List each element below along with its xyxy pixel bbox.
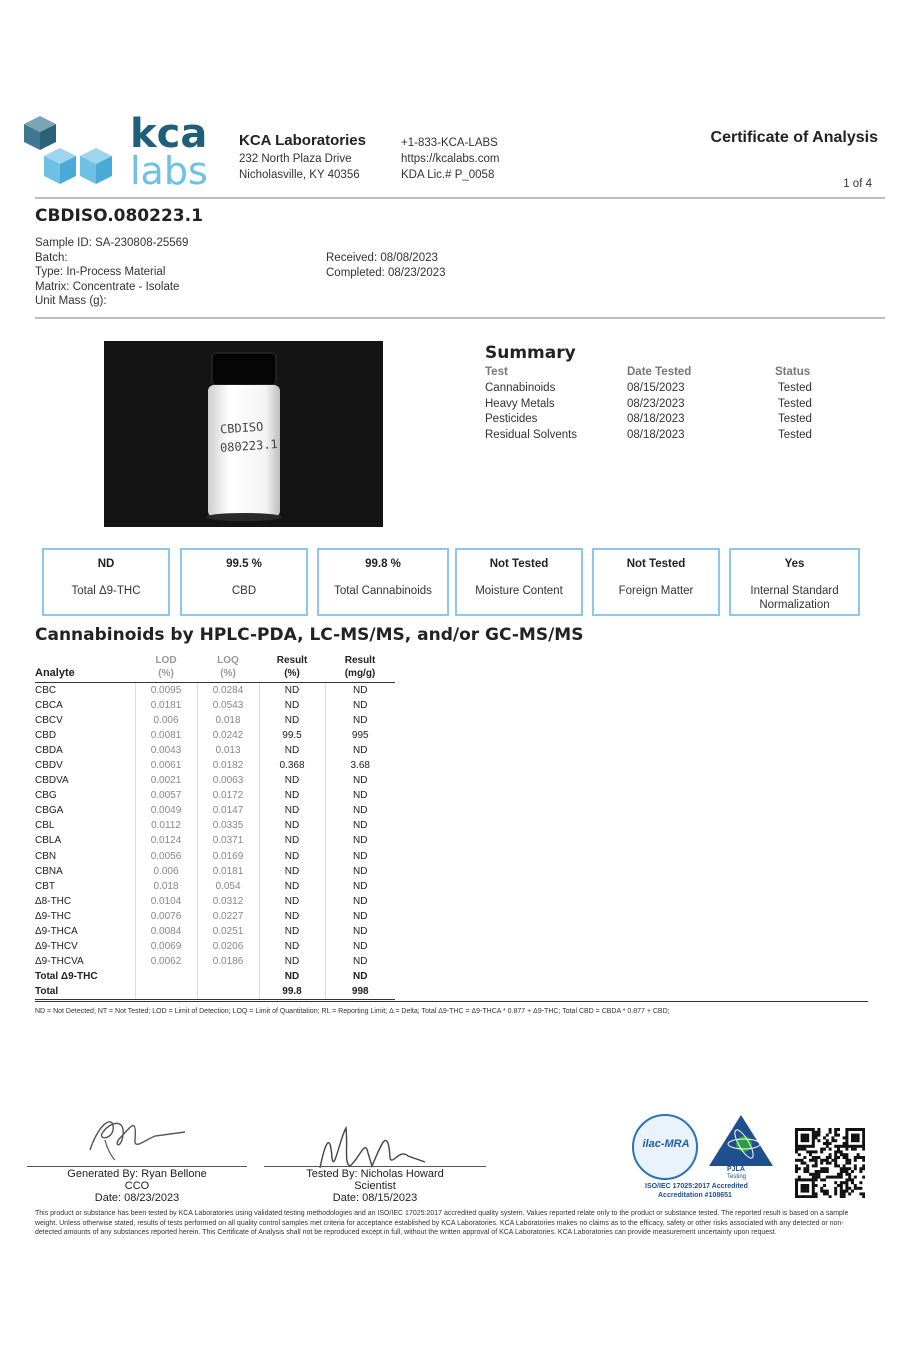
analyte-row — [35, 833, 395, 848]
loq-value: 0.0063 — [197, 773, 259, 788]
summary-date: 08/18/2023 — [627, 428, 685, 441]
jar-label-2: 080223.1 — [219, 437, 279, 455]
loq-value: 0.018 — [197, 713, 259, 728]
result-mg: ND — [325, 909, 395, 924]
result-pct: ND — [259, 773, 325, 788]
analyte-row — [35, 728, 395, 743]
completed-date: Completed: 08/23/2023 — [326, 266, 446, 279]
lod-value: 0.0056 — [135, 849, 197, 864]
summary-title: Summary — [485, 343, 576, 363]
analyte-name: CBT — [35, 880, 55, 892]
result-pct: 99.8 — [259, 984, 325, 1000]
kpi-value: 99.8 % — [365, 558, 401, 570]
result-mg: ND — [325, 849, 395, 864]
loq-value: 0.0147 — [197, 803, 259, 818]
result-pct: ND — [259, 698, 325, 713]
lod-value: 0.0181 — [135, 698, 197, 713]
lod-value: 0.006 — [135, 713, 197, 728]
lab-license: KDA Lic.# P_0058 — [401, 169, 495, 181]
analyte-name: CBDV — [35, 760, 63, 772]
header-result-pct: Result (%) — [259, 654, 325, 683]
result-pct: ND — [259, 683, 325, 699]
cubes-logo-icon — [22, 112, 122, 192]
summary-status: Tested — [778, 413, 812, 426]
lab-name: KCA Laboratories — [239, 132, 366, 149]
analyte-name: CBLA — [35, 835, 62, 847]
analyte-row — [35, 939, 395, 954]
kpi-foreign-matter — [592, 548, 720, 616]
kpi-value: Not Tested — [626, 558, 686, 570]
logo-kca-text: kca — [130, 111, 208, 157]
lod-value: 0.0076 — [135, 909, 197, 924]
analyte-row — [35, 818, 395, 833]
signature-line-2 — [264, 1166, 486, 1167]
analyte-row — [35, 758, 395, 773]
lod-value: 0.0021 — [135, 773, 197, 788]
loq-value: 0.0182 — [197, 758, 259, 773]
pjla-text: PJLA — [727, 1166, 745, 1173]
header-lod: LOD (%) — [135, 654, 197, 683]
summary-test: Pesticides — [485, 413, 538, 426]
iso-accreditation-line1: ISO/IEC 17025:2017 Accredited — [645, 1183, 748, 1190]
signature-ryan-bellone — [85, 1110, 195, 1165]
result-mg: ND — [325, 698, 395, 713]
result-mg: ND — [325, 954, 395, 969]
result-pct: ND — [259, 818, 325, 833]
loq-value: 0.0284 — [197, 683, 259, 699]
result-mg: ND — [325, 683, 395, 699]
lod-value: 0.0062 — [135, 954, 197, 969]
result-pct: ND — [259, 788, 325, 803]
summary-test: Cannabinoids — [485, 381, 556, 394]
kpi-label: Foreign Matter — [618, 585, 694, 597]
disclaimer: This product or substance has been tested by KCA Laboratories using validated testing methodologies and an ISO/IEC 17025:2017 accredited quality system. Values reported relate only to the product or substance tested. The reported result is based on a sample weight. Unless otherwise stated, results of tests performed on all quality control samples met criteria for acceptance established by KCA Laboratories. KCA Laboratories makes no claims as to the efficacy, safety or other risks associated with any detected or non-detected amounts of any substances reported herein. This Certificate of Analysis shall not be reproduced except in full, without the written approval of KCA Laboratories. KCA Laboratories can provide measurement uncertainty upon request. — [35, 1210, 849, 1236]
result-pct: ND — [259, 939, 325, 954]
result-pct: ND — [259, 743, 325, 758]
result-mg: ND — [325, 894, 395, 909]
loq-value: 0.0371 — [197, 833, 259, 848]
cannabinoids-title: Cannabinoids by HPLC-PDA, LC-MS/MS, and/or GC-MS/MS — [35, 625, 584, 645]
analyte-row — [35, 743, 395, 758]
loq-value: 0.0312 — [197, 894, 259, 909]
result-mg: ND — [325, 833, 395, 848]
lod-value — [135, 984, 197, 1000]
tested-by-role: Scientist — [354, 1180, 396, 1192]
cannabinoids-table — [35, 654, 395, 1000]
lab-address-1: 232 North Plaza Drive — [239, 153, 352, 165]
kpi-label: Total Δ9-THC — [71, 585, 141, 597]
analyte-row — [35, 849, 395, 864]
result-mg: ND — [325, 803, 395, 818]
sample-id: Sample ID: SA-230808-25569 — [35, 237, 189, 249]
analyte-name: Total — [35, 984, 135, 1000]
analyte-name: CBCV — [35, 715, 63, 727]
generated-by-name: Generated By: Ryan Bellone — [67, 1168, 207, 1180]
tested-by-date: Date: 08/15/2023 — [332, 1192, 418, 1204]
table-bottom-rule — [35, 1001, 868, 1002]
analyte-row — [35, 683, 395, 699]
pjla-subtext: Testing — [727, 1174, 747, 1180]
result-pct: ND — [259, 894, 325, 909]
analyte-name: CBDA — [35, 745, 63, 757]
loq-value: 0.0543 — [197, 698, 259, 713]
sample-divider — [35, 317, 885, 319]
result-mg: ND — [325, 879, 395, 894]
result-pct: ND — [259, 803, 325, 818]
lod-value: 0.0043 — [135, 743, 197, 758]
analyte-row — [35, 713, 395, 728]
kpi-label: CBD — [231, 585, 257, 597]
analyte-name: CBD — [35, 730, 57, 742]
result-mg: 998 — [325, 984, 395, 1000]
logo-labs-text: labs — [130, 149, 208, 193]
result-mg: 995 — [325, 728, 395, 743]
lod-value: 0.0095 — [135, 683, 197, 699]
loq-value: 0.0242 — [197, 728, 259, 743]
result-pct: ND — [259, 864, 325, 879]
summary-row — [485, 380, 820, 396]
generated-by-block — [27, 1168, 247, 1204]
lod-value: 0.0049 — [135, 803, 197, 818]
result-mg: ND — [325, 788, 395, 803]
qr-code-icon — [795, 1128, 865, 1198]
summary-header-test: Test — [485, 366, 508, 378]
header-result-mg: Result (mg/g) — [325, 654, 395, 683]
result-pct: ND — [259, 969, 325, 984]
kpi-label: Internal Standard Normalization — [750, 585, 839, 611]
loq-value: 0.0335 — [197, 818, 259, 833]
summary-test: Residual Solvents — [485, 428, 578, 441]
result-mg: ND — [325, 939, 395, 954]
header-divider — [35, 197, 885, 199]
summary-header-status: Status — [775, 366, 811, 378]
result-mg: ND — [325, 743, 395, 758]
summary-test: Heavy Metals — [485, 397, 555, 410]
analyte-name: Total Δ9-THC — [35, 970, 98, 982]
lod-value: 0.0084 — [135, 924, 197, 939]
summary-row — [485, 411, 820, 427]
result-mg: ND — [325, 818, 395, 833]
analyte-row — [35, 879, 395, 894]
kpi-total-d9-thc — [42, 548, 170, 616]
loq-value: 0.0181 — [197, 864, 259, 879]
lod-value: 0.006 — [135, 864, 197, 879]
loq-value: 0.0172 — [197, 788, 259, 803]
analyte-name: CBN — [35, 850, 57, 862]
kpi-value: 99.5 % — [226, 558, 262, 570]
lod-value: 0.0112 — [135, 818, 197, 833]
analyte-name: Δ8-THC — [35, 895, 72, 907]
result-pct: 0.368 — [259, 758, 325, 773]
lod-value: 0.0124 — [135, 833, 197, 848]
kpi-label: Total Cannabinoids — [334, 585, 432, 597]
summary-row — [485, 396, 820, 412]
kpi-value: ND — [97, 558, 115, 570]
analyte-name: CBCA — [35, 700, 63, 712]
result-mg: ND — [325, 924, 395, 939]
loq-value — [197, 984, 259, 1000]
result-mg: ND — [325, 773, 395, 788]
summary-row — [485, 427, 820, 443]
sample-title: CBDISO.080223.1 — [35, 206, 203, 226]
loq-value: 0.0169 — [197, 849, 259, 864]
loq-value: 0.0227 — [197, 909, 259, 924]
cannabinoids-body — [35, 683, 395, 1000]
summary-status: Tested — [778, 381, 812, 394]
sample-info — [35, 236, 188, 309]
loq-value: 0.0186 — [197, 954, 259, 969]
result-mg: 3.68 — [325, 758, 395, 773]
summary-table — [485, 365, 820, 443]
summary-date: 08/18/2023 — [627, 413, 685, 426]
cannabinoids-header-row — [35, 654, 395, 683]
generated-by-date: Date: 08/23/2023 — [94, 1192, 180, 1204]
kpi-total-cannabinoids — [317, 548, 449, 616]
lod-value — [135, 969, 197, 984]
generated-by-role: CCO — [124, 1180, 150, 1192]
lab-website: https://kcalabs.com — [401, 153, 500, 165]
analyte-name: Δ9-THCA — [35, 925, 78, 937]
analyte-name: CBGA — [35, 805, 64, 817]
sample-batch: Batch: — [35, 251, 68, 264]
total-row — [35, 969, 395, 984]
summary-header-date: Date Tested — [627, 366, 692, 378]
loq-value — [197, 969, 259, 984]
loq-value: 0.054 — [197, 879, 259, 894]
result-mg: ND — [325, 713, 395, 728]
result-pct: ND — [259, 713, 325, 728]
sample-dates — [326, 251, 446, 280]
analyte-name: CBC — [35, 685, 57, 697]
jar-label-1: CBDISO — [219, 419, 264, 437]
analyte-name: CBNA — [35, 865, 63, 877]
analyte-name: Δ9-THCVA — [35, 955, 84, 967]
iso-accreditation-line2: Accreditation #108651 — [658, 1192, 732, 1199]
result-pct: ND — [259, 954, 325, 969]
result-pct: ND — [259, 879, 325, 894]
tested-by-name: Tested By: Nicholas Howard — [306, 1168, 444, 1180]
result-pct: 99.5 — [259, 728, 325, 743]
analyte-row — [35, 984, 395, 1000]
summary-date: 08/23/2023 — [627, 397, 685, 410]
result-pct: ND — [259, 924, 325, 939]
summary-header-row — [485, 365, 820, 380]
analyte-name: CBG — [35, 790, 57, 802]
lod-value: 0.0069 — [135, 939, 197, 954]
loq-value: 0.013 — [197, 743, 259, 758]
lab-phone: +1-833-KCA-LABS — [401, 137, 498, 149]
summary-status: Tested — [778, 428, 812, 441]
page-number: 1 of 4 — [843, 178, 872, 190]
kpi-moisture-content — [455, 548, 583, 616]
kpi-cbd — [180, 548, 308, 616]
signature-line-1 — [27, 1166, 247, 1167]
header-loq: LOQ (%) — [197, 654, 259, 683]
tested-by-block — [264, 1168, 486, 1204]
kpi-internal-standard — [729, 548, 860, 616]
sample-unit-mass: Unit Mass (g): — [35, 295, 107, 307]
lab-address-2: Nicholasville, KY 40356 — [239, 169, 360, 181]
header-analyte: Analyte — [35, 654, 135, 683]
kpi-value: Not Tested — [489, 558, 549, 570]
analyte-row — [35, 773, 395, 788]
analyte-name: CBL — [35, 820, 55, 832]
table-footnote: ND = Not Detected; NT = Not Tested; LOD = Limit of Detection; LOQ = Limit of Quantitation; RL = Reporting Limit; Δ = Delta; Total Δ9-THC = Δ9-THCA * 0.877 + Δ9-THC; Total CBD = CBDA * 0.877 + CBD; — [35, 1008, 670, 1015]
kpi-value: Yes — [784, 558, 805, 570]
kpi-label: Moisture Content — [475, 585, 563, 597]
ilac-text: ilac-MRA — [642, 1138, 690, 1150]
result-pct: ND — [259, 849, 325, 864]
lod-value: 0.0061 — [135, 758, 197, 773]
analyte-name: Δ9-THC — [35, 910, 72, 922]
summary-status: Tested — [778, 397, 812, 410]
doc-title: Certificate of Analysis — [710, 129, 878, 146]
sample-matrix: Matrix: Concentrate - Isolate — [35, 280, 180, 293]
analyte-name: Δ9-THCV — [35, 940, 78, 952]
result-mg: ND — [325, 969, 395, 984]
analyte-row — [35, 803, 395, 818]
analyte-row — [35, 864, 395, 879]
analyte-row — [35, 954, 395, 969]
lod-value: 0.0104 — [135, 894, 197, 909]
analyte-row — [35, 894, 395, 909]
analyte-row — [35, 788, 395, 803]
result-pct: ND — [259, 833, 325, 848]
analyte-name: CBDVA — [35, 775, 69, 787]
received-date: Received: 08/08/2023 — [326, 252, 438, 264]
lod-value: 0.018 — [135, 879, 197, 894]
summary-date: 08/15/2023 — [627, 381, 685, 394]
kca-logo — [22, 112, 222, 192]
analyte-row — [35, 909, 395, 924]
pjla-logo-icon — [706, 1112, 776, 1172]
analyte-row — [35, 698, 395, 713]
analyte-row — [35, 924, 395, 939]
result-pct: ND — [259, 909, 325, 924]
lod-value: 0.0081 — [135, 728, 197, 743]
loq-value: 0.0251 — [197, 924, 259, 939]
ilac-mra-logo — [632, 1114, 698, 1180]
result-mg: ND — [325, 864, 395, 879]
sample-type: Type: In-Process Material — [35, 266, 166, 278]
product-photo — [104, 341, 383, 527]
lod-value: 0.0057 — [135, 788, 197, 803]
loq-value: 0.0206 — [197, 939, 259, 954]
